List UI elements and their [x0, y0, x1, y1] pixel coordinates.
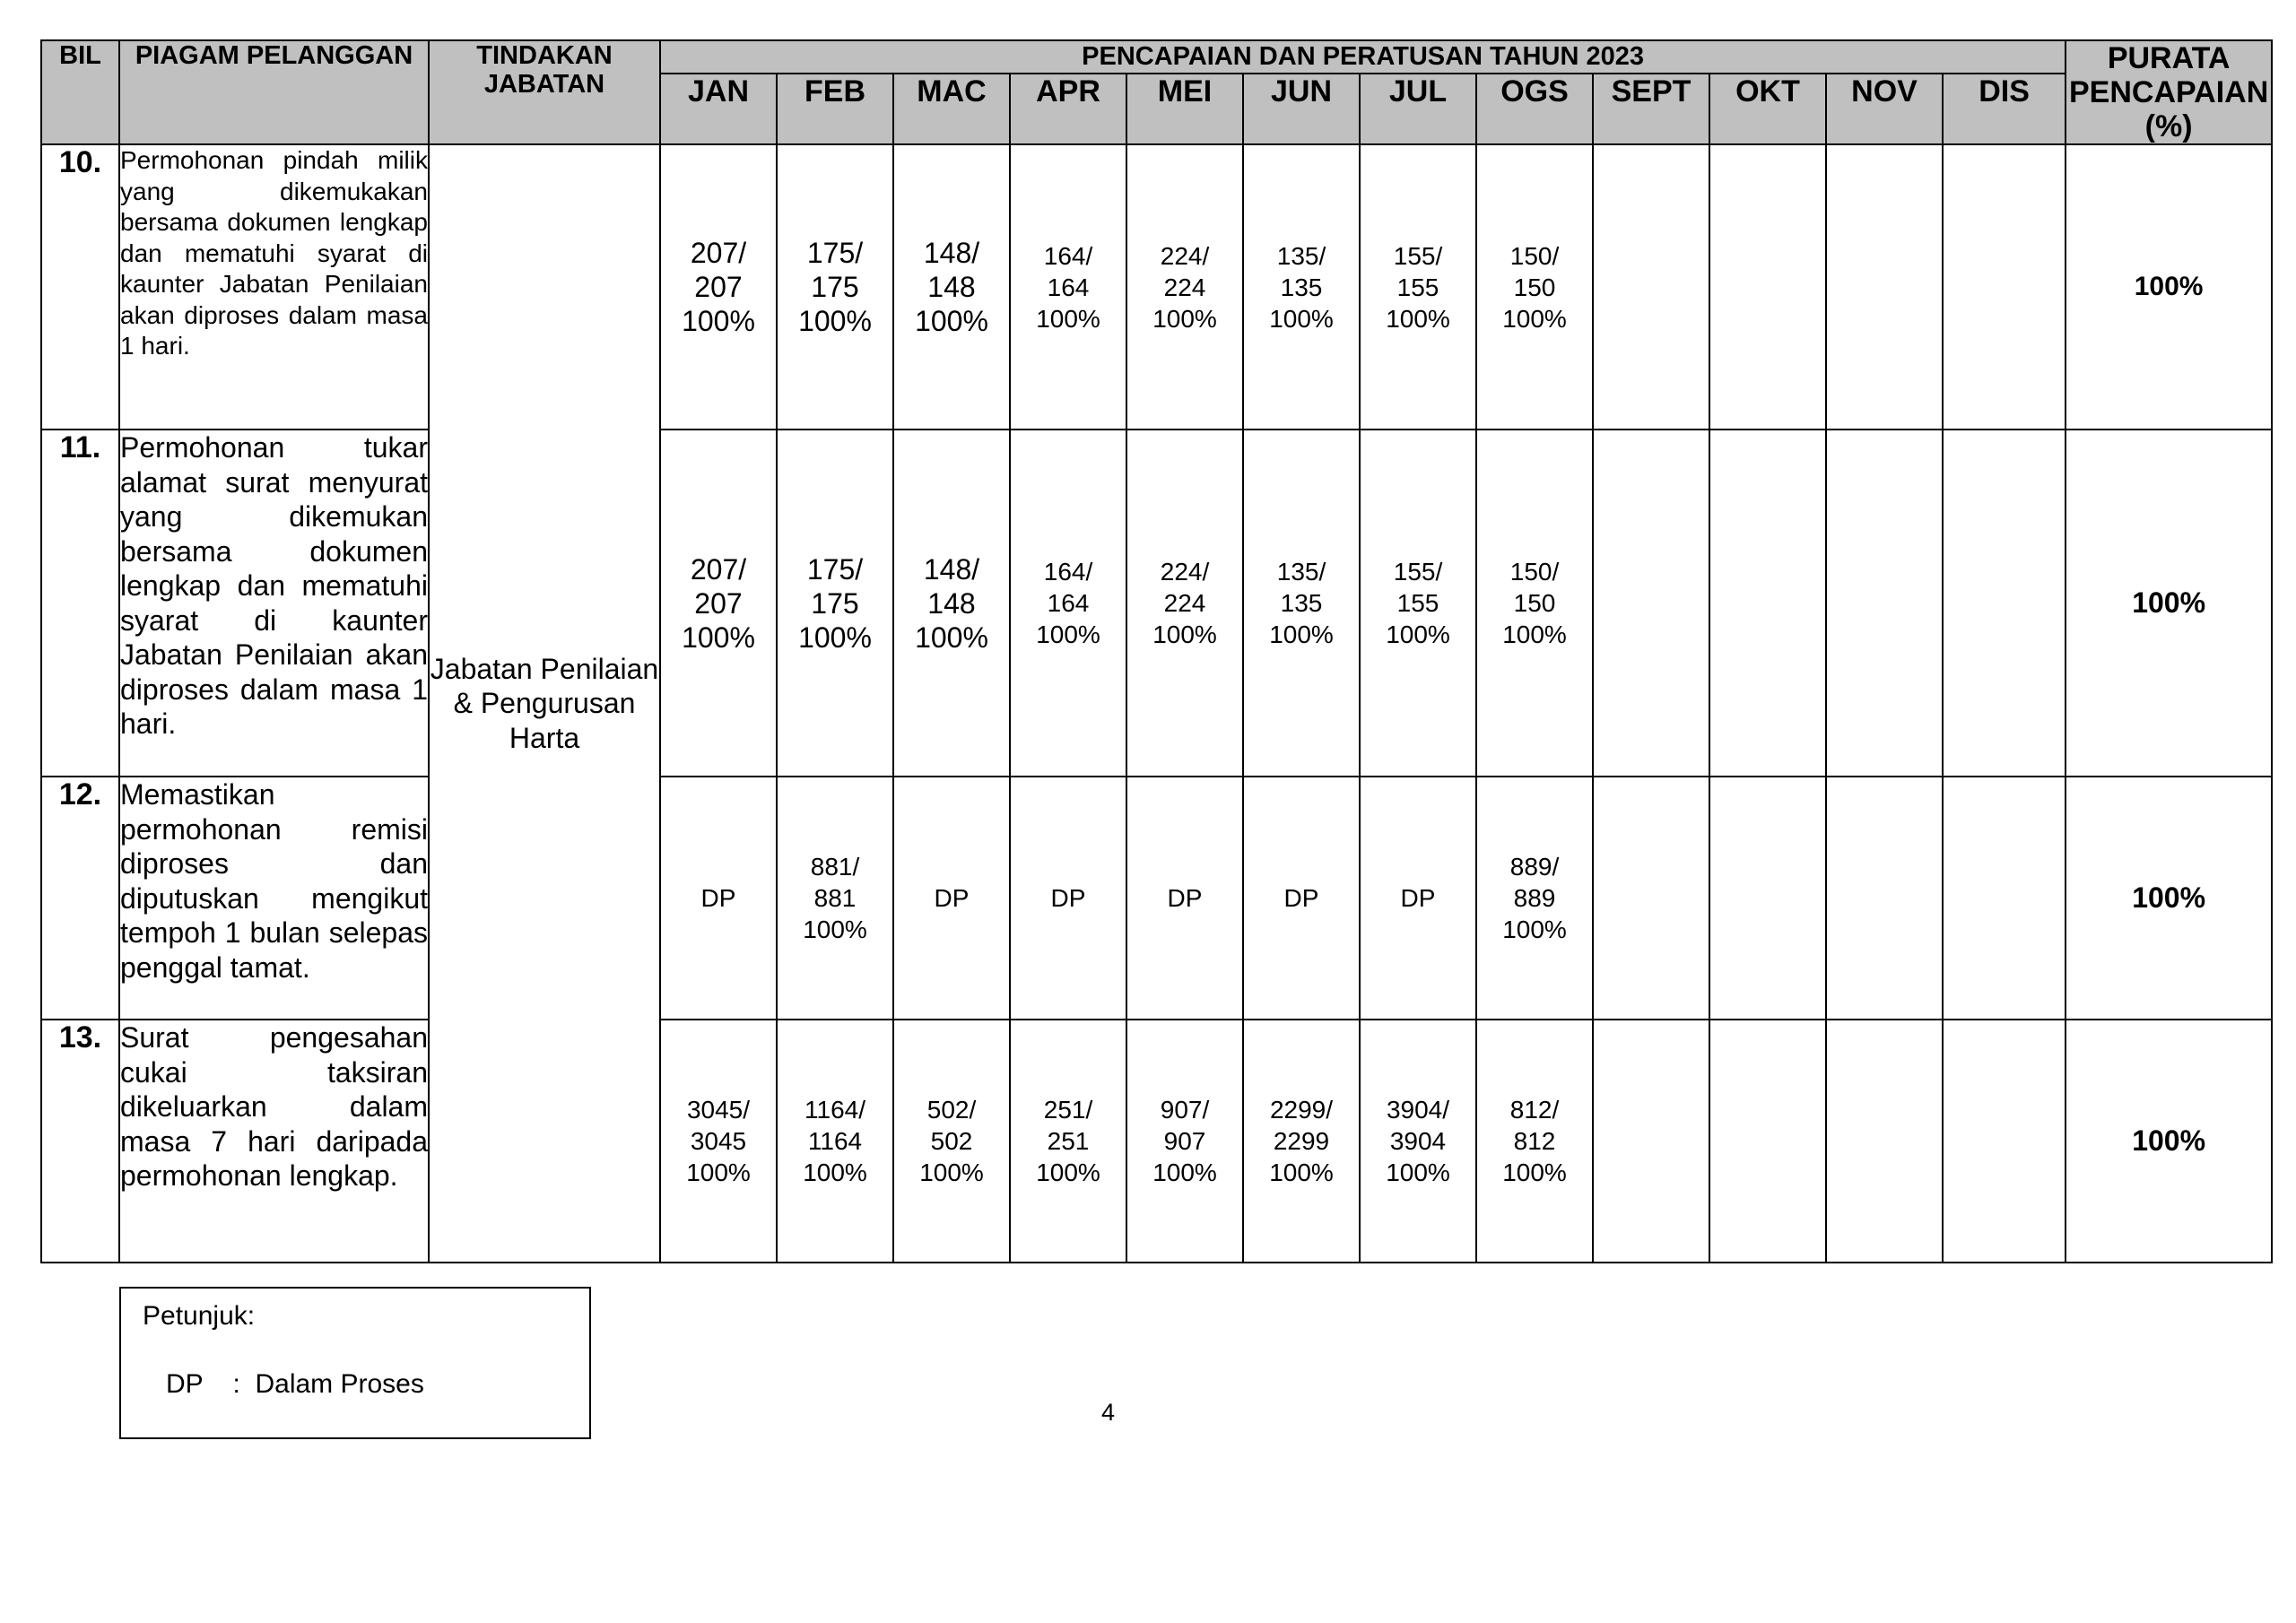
department-cell: Jabatan Penilaian & Pengurusan Harta	[429, 144, 660, 1263]
row-number: 11.	[41, 430, 119, 777]
header-tindakan: TINDAKAN JABATAN	[429, 40, 660, 144]
month-cell: DP	[1243, 777, 1360, 1020]
month-cell	[1826, 1020, 1943, 1263]
month-cell: 150/ 150 100%	[1476, 430, 1593, 777]
month-cell	[1709, 777, 1826, 1020]
header-month: JAN	[660, 74, 777, 144]
month-cell: 907/ 907 100%	[1126, 1020, 1243, 1263]
average-cell: 100%	[2066, 777, 2272, 1020]
month-cell: 812/ 812 100%	[1476, 1020, 1593, 1263]
month-cell: 155/ 155 100%	[1360, 144, 1476, 430]
legend-title: Petunjuk:	[143, 1301, 256, 1331]
month-cell: 164/ 164 100%	[1010, 430, 1126, 777]
month-cell: 155/ 155 100%	[1360, 430, 1476, 777]
average-cell: 100%	[2066, 430, 2272, 777]
month-cell: 135/ 135 100%	[1243, 430, 1360, 777]
header-achievement-title: PENCAPAIAN DAN PERATUSAN TAHUN 2023	[660, 40, 2066, 74]
month-cell: 224/ 224 100%	[1126, 144, 1243, 430]
table-row	[41, 430, 2272, 777]
table-row	[41, 144, 2272, 430]
header-month: JUL	[1360, 74, 1476, 144]
month-cell	[1826, 430, 1943, 777]
table-row	[41, 777, 2272, 1020]
row-description: Surat pengesahan cukai taksiran dikeluarkan dalam masa 7 hari daripada permohonan lengkap.	[119, 1020, 429, 1263]
month-cell: 207/ 207 100%	[660, 144, 777, 430]
header-month: APR	[1010, 74, 1126, 144]
month-cell	[1593, 777, 1709, 1020]
header-month: MEI	[1126, 74, 1243, 144]
month-cell: 881/ 881 100%	[777, 777, 893, 1020]
header-month: NOV	[1826, 74, 1943, 144]
month-cell: DP	[1360, 777, 1476, 1020]
header-month: JUN	[1243, 74, 1360, 144]
month-cell: 251/ 251 100%	[1010, 1020, 1126, 1263]
header-month: FEB	[777, 74, 893, 144]
month-cell: DP	[1126, 777, 1243, 1020]
month-cell: 889/ 889 100%	[1476, 777, 1593, 1020]
row-description: Memastikan permohonan remisi diproses dan diputuskan mengikut tempoh 1 bulan selepas penggal tamat.	[119, 777, 429, 1020]
row-number: 13.	[41, 1020, 119, 1263]
table-row	[41, 1020, 2272, 1263]
month-cell: 135/ 135 100%	[1243, 144, 1360, 430]
month-cell: 502/ 502 100%	[893, 1020, 1010, 1263]
month-cell	[1826, 777, 1943, 1020]
average-cell: 100%	[2066, 144, 2272, 430]
header-month: SEPT	[1593, 74, 1709, 144]
header-bil: BIL	[41, 40, 119, 144]
header-piagam: PIAGAM PELANGGAN	[119, 40, 429, 144]
page-number: 4	[1101, 1399, 1116, 1426]
header-month: MAC	[893, 74, 1010, 144]
month-cell: 148/ 148 100%	[893, 144, 1010, 430]
row-description: Permohonan tukar alamat surat menyurat yang dikemukan bersama dokumen lengkap dan mematuhi syarat di kaunter Jabatan Penilaian akan diproses dalam masa 1 hari.	[119, 430, 429, 777]
month-cell	[1593, 1020, 1709, 1263]
month-cell: 150/ 150 100%	[1476, 144, 1593, 430]
month-cell: 175/ 175 100%	[777, 430, 893, 777]
header-month: DIS	[1943, 74, 2066, 144]
month-cell: DP	[893, 777, 1010, 1020]
month-cell	[1943, 430, 2066, 777]
month-cell: 1164/ 1164 100%	[777, 1020, 893, 1263]
month-cell: 3045/ 3045 100%	[660, 1020, 777, 1263]
average-cell: 100%	[2066, 1020, 2272, 1263]
row-number: 10.	[41, 144, 119, 430]
month-cell	[1593, 144, 1709, 430]
legend-entry: DP : Dalam Proses	[166, 1369, 424, 1399]
month-cell	[1709, 144, 1826, 430]
row-description: Permohonan pindah milik yang dikemukakan bersama dokumen lengkap dan mematuhi syarat di kaunter Jabatan Penilaian akan diproses dalam masa 1 hari.	[119, 144, 429, 430]
month-cell	[1943, 777, 2066, 1020]
month-cell: 164/ 164 100%	[1010, 144, 1126, 430]
month-cell: DP	[1010, 777, 1126, 1020]
row-number: 12.	[41, 777, 119, 1020]
month-cell	[1593, 430, 1709, 777]
performance-table	[40, 39, 2273, 1263]
header-month: OKT	[1709, 74, 1826, 144]
month-cell	[1943, 144, 2066, 430]
month-cell: DP	[660, 777, 777, 1020]
month-cell	[1943, 1020, 2066, 1263]
header-average: PURATA PENCAPAIAN (%)	[2066, 40, 2272, 144]
month-cell: 148/ 148 100%	[893, 430, 1010, 777]
month-cell: 3904/ 3904 100%	[1360, 1020, 1476, 1263]
month-cell	[1709, 1020, 1826, 1263]
month-cell: 207/ 207 100%	[660, 430, 777, 777]
month-cell	[1826, 144, 1943, 430]
header-month: OGS	[1476, 74, 1593, 144]
month-cell: 2299/ 2299 100%	[1243, 1020, 1360, 1263]
month-cell: 175/ 175 100%	[777, 144, 893, 430]
month-cell	[1709, 430, 1826, 777]
legend-box	[119, 1287, 591, 1439]
month-cell: 224/ 224 100%	[1126, 430, 1243, 777]
